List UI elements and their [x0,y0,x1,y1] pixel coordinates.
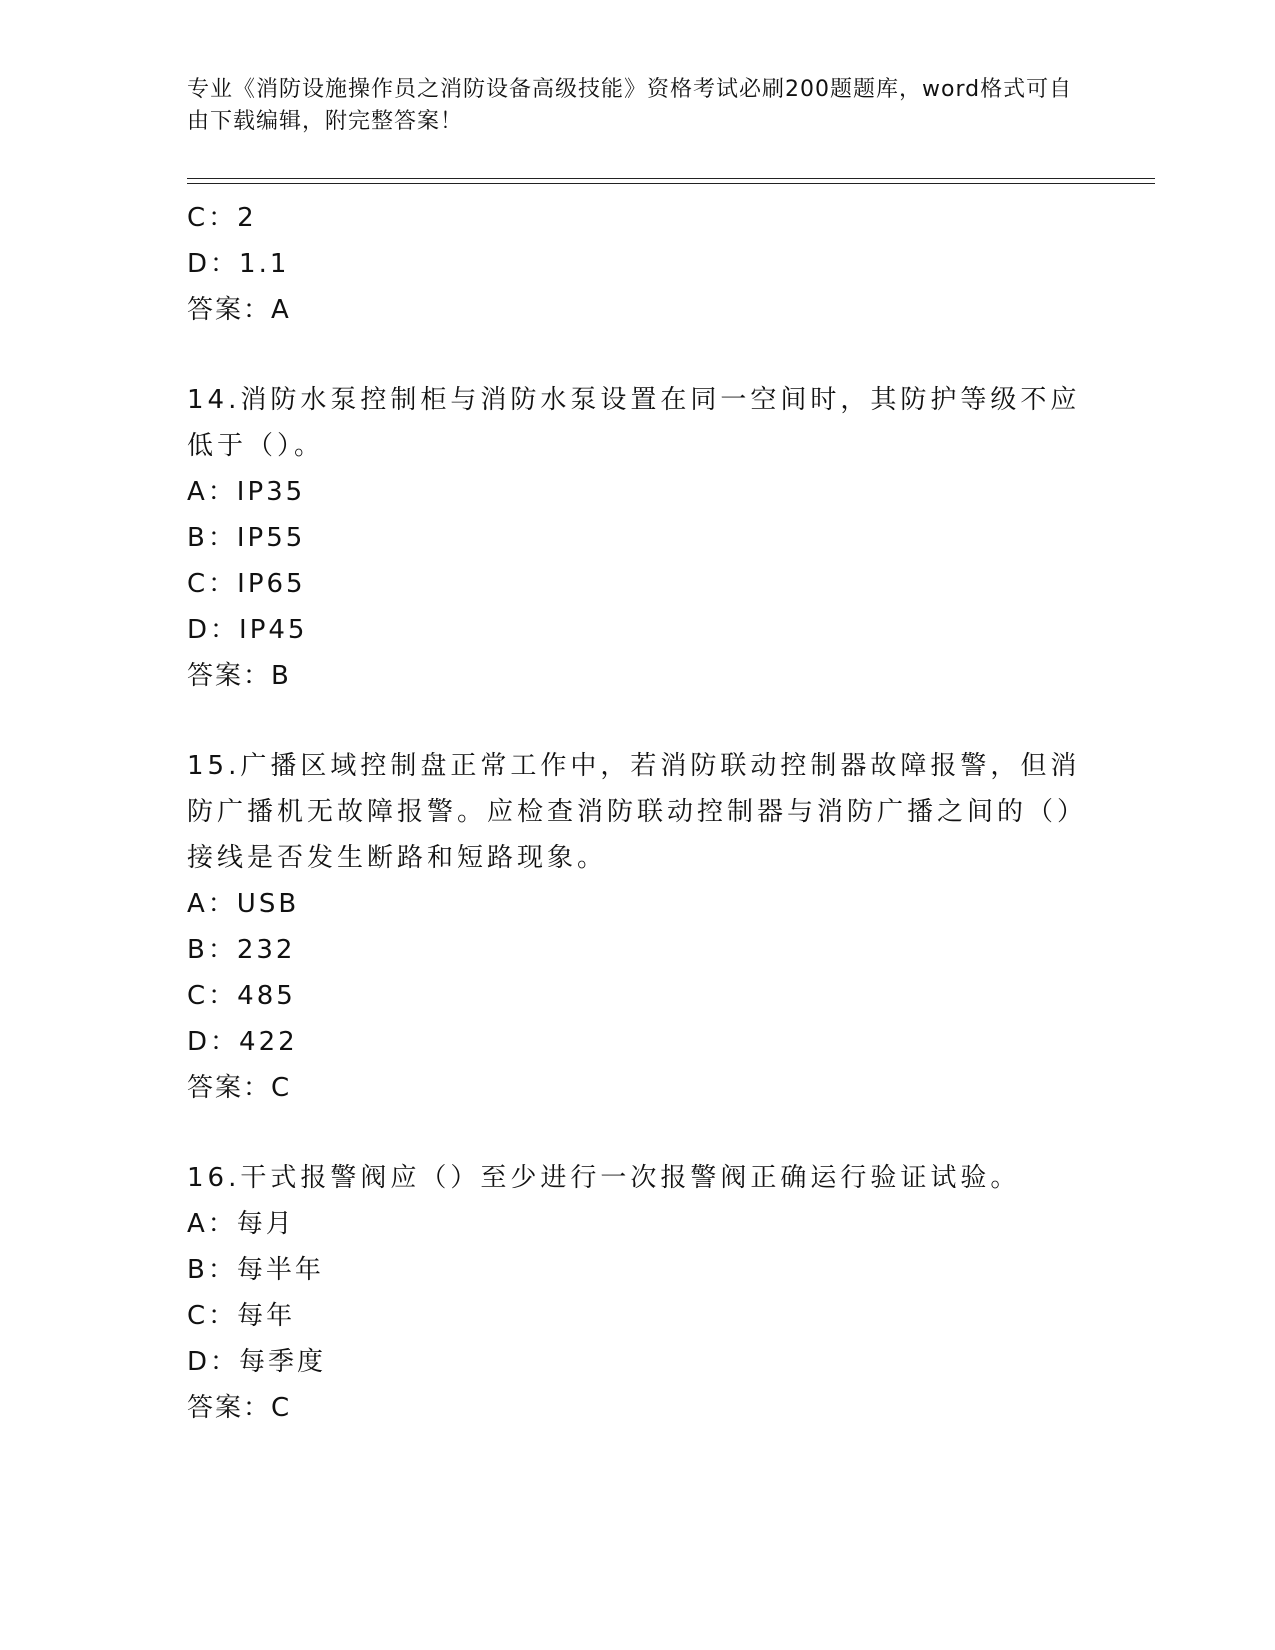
option-text: IP65 [237,569,306,599]
option-text: IP45 [239,615,308,645]
option-label: C： [187,981,238,1011]
option-b [187,927,1087,973]
option-c [187,195,1087,241]
question-text: 16.干式报警阀应（）至少进行一次报警阀正确运行验证试验。 [187,1163,1021,1193]
option-text: 2 [237,203,257,233]
document-header: 专业《消防设施操作员之消防设备高级技能》资格考试必刷200题题库，word格式可自由下载编辑，附完整答案！ [187,77,1073,134]
option-d [187,1019,1087,1065]
option-c [187,973,1087,1019]
question-16 [187,1155,1087,1431]
option-label: C： [187,569,238,599]
question-15 [187,743,1087,1111]
header-divider-bottom [187,183,1155,184]
option-a [187,1201,1087,1247]
option-text: 422 [239,1027,298,1057]
answer-line: 答案：B [187,661,291,691]
option-text: 每月 [236,1209,295,1239]
option-c [187,1293,1087,1339]
option-text: IP35 [236,477,306,507]
option-label: B： [187,1255,237,1285]
option-d [187,607,1087,653]
option-c [187,561,1087,607]
question-text: 15.广播区域控制盘正常工作中，若消防联动控制器故障报警，但消防广播机无故障报警。应检查消防联动控制器与消防广播之间的（）接线是否发生断路和短路现象。 [187,751,1088,873]
option-a [187,469,1087,515]
option-label: A： [187,1209,237,1239]
option-label: A： [187,889,237,919]
question-14 [187,377,1087,699]
option-label: D： [187,1027,240,1057]
option-b [187,1247,1087,1293]
option-label: D： [187,249,240,279]
option-text: IP55 [236,523,306,553]
option-d [187,241,1087,287]
option-b [187,515,1087,561]
option-label: B： [187,935,237,965]
option-a [187,881,1087,927]
option-text: 每年 [237,1301,296,1331]
header-divider-top [187,178,1155,179]
question-text: 14.消防水泵控制柜与消防水泵设置在同一空间时，其防护等级不应低于（）。 [187,385,1081,461]
option-text: 485 [237,981,296,1011]
option-text: 232 [236,935,296,965]
answer-line: 答案：A [187,295,291,325]
option-label: A： [187,477,237,507]
option-label: D： [187,615,240,645]
option-text: 每季度 [239,1347,327,1377]
option-text: USB [236,889,300,919]
prev-question-tail [187,195,1087,333]
answer-line: 答案：C [187,1073,292,1103]
question-content [187,195,1087,1431]
option-d [187,1339,1087,1385]
option-label: B： [187,523,237,553]
answer-line: 答案：C [187,1393,292,1423]
option-text: 每半年 [236,1255,324,1285]
option-label: C： [187,1301,238,1331]
option-text: 1.1 [239,249,290,279]
option-label: D： [187,1347,240,1377]
option-label: C： [187,203,238,233]
